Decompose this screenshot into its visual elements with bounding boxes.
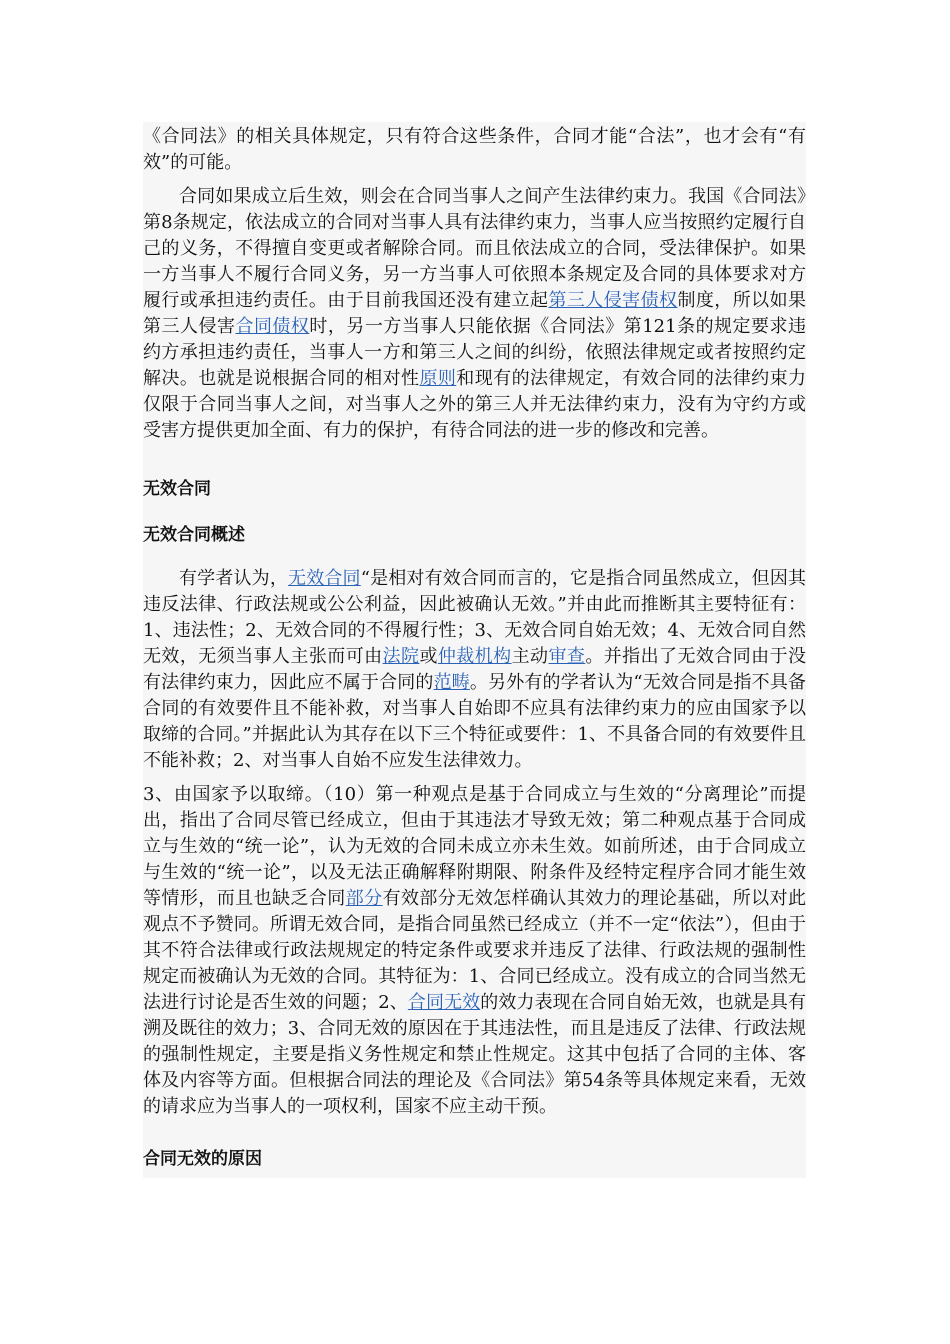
paragraph-text: 或 bbox=[419, 646, 438, 667]
link-invalid-contract[interactable]: 无效合同 bbox=[288, 568, 361, 589]
paragraph-text: 。并指出了无效合同由于没有法律约束力，因此应不属于合同的 bbox=[143, 646, 807, 693]
link-principle[interactable]: 原则 bbox=[419, 368, 457, 389]
paragraph-text: “是相对有效合同而言的，它是指合同虽然成立，但因其违反法律、行政法规或公公利益，因此被确认无效。”并由此而推断其主要特征有：1、违法性；2、无效合同的不得履行性；3、无效合同自始无效；4、无效合同自然无效，无须当事人主张而可由 bbox=[143, 568, 807, 667]
link-part[interactable]: 部分 bbox=[345, 888, 383, 909]
section-heading-overview: 无效合同概述 bbox=[143, 525, 245, 545]
paragraph-legality-conclusion bbox=[143, 122, 806, 180]
section-heading-causes: 合同无效的原因 bbox=[143, 1149, 262, 1169]
section-heading-invalid-contract: 无效合同 bbox=[143, 479, 211, 499]
paragraph-text: 3、由国家予以取缔。（10）第一种观点是基于合同成立与生效的“分离理论”而提出，指出了合同尽管已经成立，但由于其违法才导致无效；第二种观点基于合同成立与生效的“统一论”，认为无效的合同未成立亦未生效。如前所述，由于合同成立与生效的“统一论”，以及无法正确解释附期限、附条件及经特定程序合同才能生效等情形，而且也缺乏合同 bbox=[143, 784, 806, 909]
link-third-party-infringement[interactable]: 第三人侵害债权 bbox=[548, 290, 678, 311]
paragraph-text: 有效部分无效怎样确认其效力的理论基础，所以对此观点不予赞同。所谓无效合同，是指合同虽然已经成立（并不一定“依法”），但由于其不符合法律或行政法规规定的特定条件或要求并违反了法律、行政法规的强制性规定而被确认为无效的合同。其特征为：1、合同已经成立。没有成立的合同当然无法进行讨论是否生效的问题；2、 bbox=[143, 888, 807, 1013]
paragraph-text: 合同如果成立后生效，则会在合同当事人之间产生法律约束力。我国《合同法》第8条规定，依法成立的合同对当事人具有法律约束力，当事人应当按照约定履行自己的义务，不得擅自变更或者解除合同。而且依法成立的合同，受法律保护。如果一方当事人不履行合同义务，另一方当事人可依照本条规定及合同的具体要求对方履行或承担违约责任。由于目前我国还没有建立起 bbox=[143, 186, 806, 311]
link-arbitration-body[interactable]: 仲裁机构 bbox=[437, 646, 512, 667]
paragraph-text: 制度，所以如果第三人侵害 bbox=[143, 290, 807, 337]
paragraph-text: 和现有的法律规定，有效合同的法律约束力仅限于合同当事人之间，对当事人之外的第三人并无法律约束力，没有为守约方或受害方提供更加全面、有力的保护，有待合同法的进一步的修改和完善。 bbox=[143, 368, 807, 441]
paragraph-scholar-views bbox=[143, 562, 806, 778]
paragraph-binding-force bbox=[143, 180, 806, 448]
paragraph-text: 时，另一方当事人只能依据《合同法》第121条的规定要求违约方承担违约责任，当事人一方和第三人之间的纠纷，依照法律规定或者按照约定解决。也就是说根据合同的相对性 bbox=[143, 316, 807, 389]
document-page bbox=[143, 122, 806, 1178]
paragraph-text: 的效力表现在合同自始无效，也就是具有溯及既往的效力；3、合同无效的原因在于其违法性，而且是违反了法律、行政法规的强制性规定，主要是指义务性规定和禁止性规定。这其中包括了合同的主体、客体及内容等方面。但根据合同法的理论及《合同法》第54条等具体规定来看，无效的请求应为当事人的一项权利，国家不应主动干预。 bbox=[143, 992, 807, 1117]
article-content bbox=[143, 122, 806, 1178]
link-court[interactable]: 法院 bbox=[382, 646, 420, 667]
link-category[interactable]: 范畴 bbox=[433, 672, 470, 693]
paragraph-text: 主动 bbox=[511, 646, 549, 667]
paragraph-text: 《合同法》的相关具体规定，只有符合这些条件，合同才能“合法”，也才会有“有效”的可能。 bbox=[143, 126, 806, 173]
paragraph-text: 。另外有的学者认为“无效合同是指不具备合同的有效要件且不能补救，对当事人自始即不应具有法律约束力的应由国家予以取缔的合同。”并据此认为其存在以下三个特征或要件：1、不具备合同的有效要件且不能补救；2、对当事人自始不应发生法律效力。 bbox=[143, 672, 807, 771]
paragraph-definition bbox=[143, 778, 806, 1124]
paragraph-text: 有学者认为， bbox=[179, 568, 289, 589]
link-review[interactable]: 审查 bbox=[548, 646, 586, 667]
link-contract-invalidity[interactable]: 合同无效 bbox=[407, 992, 481, 1013]
link-contract-claim[interactable]: 合同债权 bbox=[235, 316, 310, 337]
